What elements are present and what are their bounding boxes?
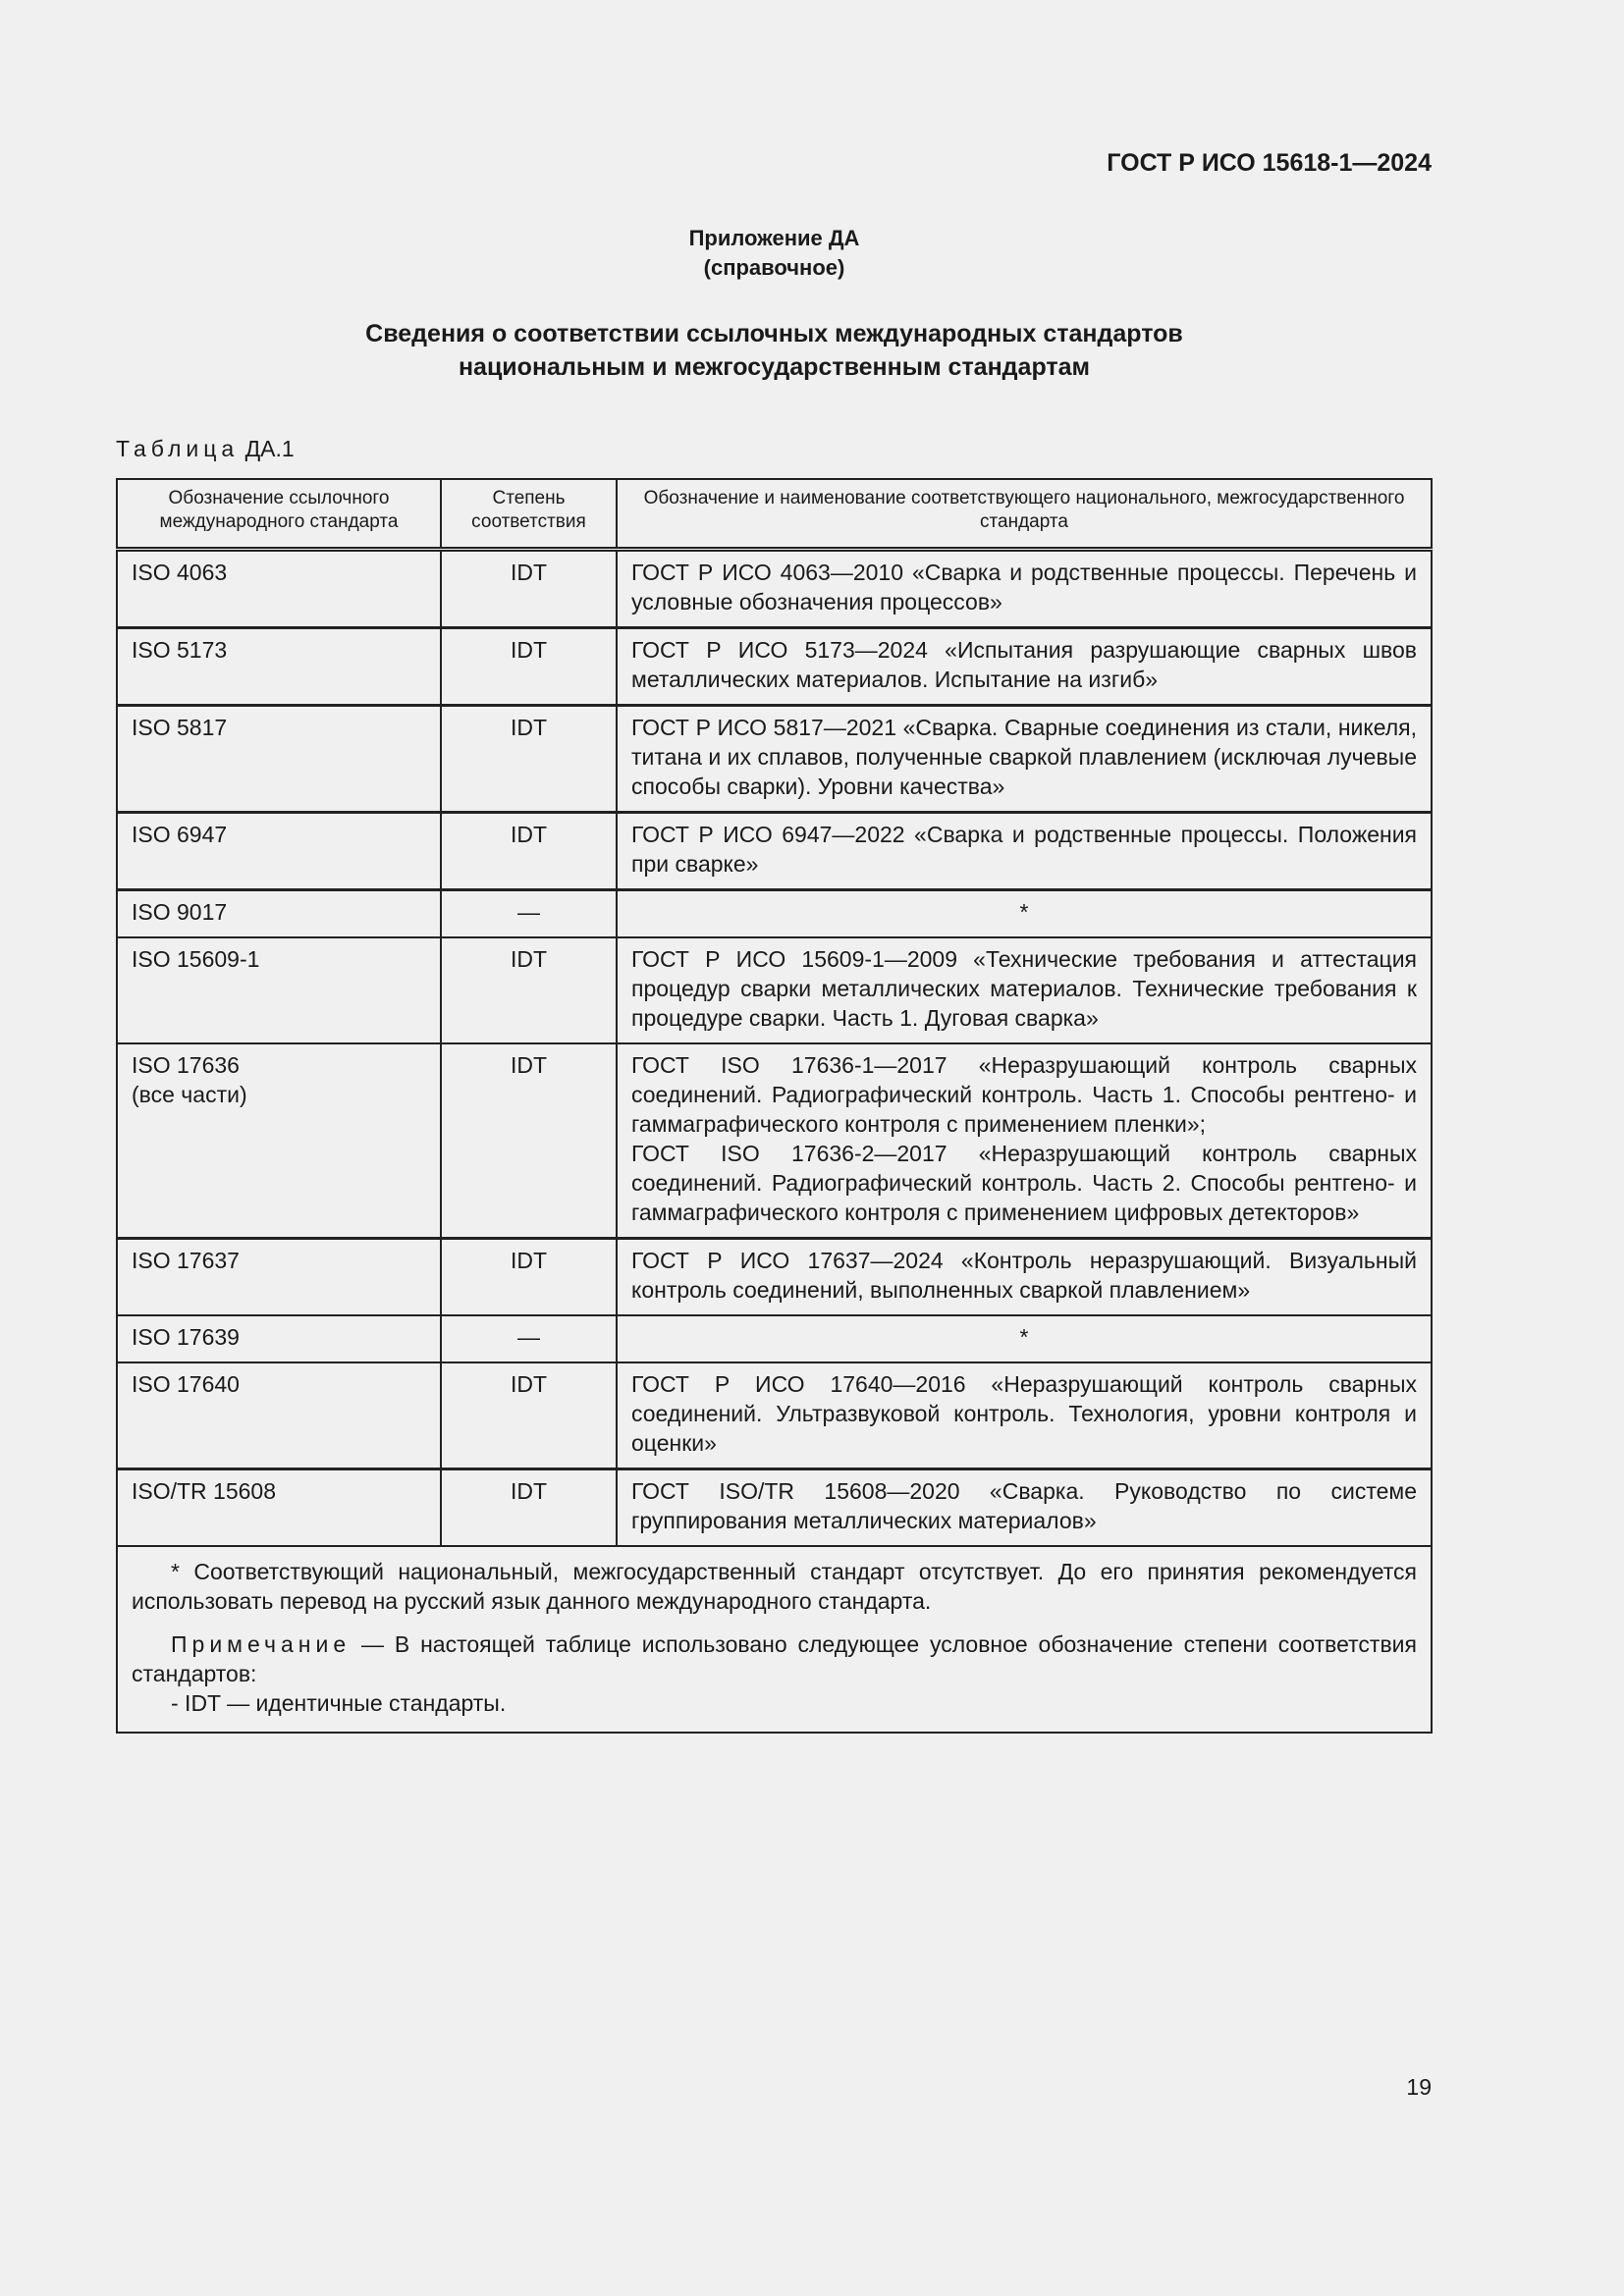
table-row (117, 1362, 1432, 1469)
cell-degree: IDT (441, 1469, 617, 1547)
cell-national-standard: ГОСТ Р ИСО 5817—2021 «Сварка. Сварные соединения из стали, никеля, титана и их сплавов, полученные сваркой плавлением (исключая лучевые способы сварки). Уровни качества» (617, 706, 1432, 813)
table-row (117, 937, 1432, 1043)
conformity-table (116, 478, 1433, 1734)
cell-international-standard: ISO 4063 (117, 550, 441, 628)
international-standard-code: ISO 17636 (132, 1052, 240, 1078)
cell-international-standard (117, 1043, 441, 1239)
cell-international-standard: ISO/TR 15608 (117, 1469, 441, 1547)
cell-degree: IDT (441, 813, 617, 890)
national-standard-part-2: ГОСТ ISO 17636-2—2017 «Неразрушающий контроль сварных соединений. Радиографический контроль. Часть 2. Способы рентгено- и гаммаграфического контроля с применением цифровых детекторов» (631, 1141, 1417, 1225)
page-number: 19 (1406, 2074, 1432, 2100)
cell-international-standard: ISO 5173 (117, 628, 441, 706)
cell-international-standard: ISO 17637 (117, 1239, 441, 1316)
section-heading (0, 317, 1548, 384)
cell-degree: IDT (441, 628, 617, 706)
document-code: ГОСТ Р ИСО 15618-1—2024 (1107, 149, 1432, 177)
cell-degree: IDT (441, 706, 617, 813)
cell-degree: IDT (441, 550, 617, 628)
cell-national-standard: ГОСТ Р ИСО 4063—2010 «Сварка и родственные процессы. Перечень и условные обозначения процессов» (617, 550, 1432, 628)
cell-national-standard: ГОСТ Р ИСО 17640—2016 «Неразрушающий контроль сварных соединений. Ультразвуковой контроль. Технология, уровни контроля и оценки» (617, 1362, 1432, 1469)
section-heading-line-1: Сведения о соответствии ссылочных международных стандартов (365, 320, 1183, 347)
cell-degree: IDT (441, 1043, 617, 1239)
table-row (117, 1043, 1432, 1239)
table-notes (117, 1546, 1432, 1733)
cell-national-standard: ГОСТ Р ИСО 17637—2024 «Контроль неразрушающий. Визуальный контроль соединений, выполненных сваркой плавлением» (617, 1239, 1432, 1316)
table-label-word: Таблица (116, 436, 240, 461)
table-row (117, 550, 1432, 628)
table-row (117, 890, 1432, 938)
table-label-number: ДА.1 (244, 436, 295, 461)
cell-national-standard: * (617, 890, 1432, 938)
cell-international-standard: ISO 15609-1 (117, 937, 441, 1043)
cell-degree: IDT (441, 937, 617, 1043)
cell-degree: IDT (441, 1362, 617, 1469)
header-degree: Степень соответствия (441, 479, 617, 550)
table-row (117, 706, 1432, 813)
note-word: Примечание (171, 1631, 352, 1657)
cell-international-standard: ISO 17640 (117, 1362, 441, 1469)
header-national-standard: Обозначение и наименование соответствующего национального, межгосударственного стандарта (617, 479, 1432, 550)
note (132, 1629, 1417, 1688)
table-footer-row (117, 1546, 1432, 1733)
section-heading-line-2: национальным и межгосударственным стандартам (458, 353, 1091, 381)
cell-degree: IDT (441, 1239, 617, 1316)
table-row (117, 1469, 1432, 1547)
table-row (117, 1315, 1432, 1362)
table-label (116, 436, 295, 462)
cell-international-standard: ISO 9017 (117, 890, 441, 938)
cell-degree: — (441, 890, 617, 938)
cell-national-standard: * (617, 1315, 1432, 1362)
appendix-subtitle: (справочное) (703, 255, 845, 280)
appendix-title: Приложение ДА (688, 226, 860, 250)
cell-international-standard: ISO 17639 (117, 1315, 441, 1362)
cell-national-standard: ГОСТ Р ИСО 5173—2024 «Испытания разрушающие сварных швов металлических материалов. Испытание на изгиб» (617, 628, 1432, 706)
appendix-heading (0, 224, 1548, 283)
cell-national-standard: ГОСТ Р ИСО 6947—2022 «Сварка и родственные процессы. Положения при сварке» (617, 813, 1432, 890)
table-row (117, 628, 1432, 706)
national-standard-part-1: ГОСТ ISO 17636-1—2017 «Неразрушающий контроль сварных соединений. Радиографический контроль. Часть 1. Способы рентгено- и гаммаграфического контроля с применением пленки»; (631, 1052, 1417, 1137)
footnote: * Соответствующий национальный, межгосударственный стандарт отсутствует. До его принятия рекомендуется использовать перевод на русский язык данного международного стандарта. (132, 1559, 1417, 1614)
table-row (117, 1239, 1432, 1316)
header-international-standard: Обозначение ссылочного международного стандарта (117, 479, 441, 550)
cell-national-standard: ГОСТ Р ИСО 15609-1—2009 «Технические требования и аттестация процедур сварки металлических материалов. Технические требования к процедуре сварки. Часть 1. Дуговая сварка» (617, 937, 1432, 1043)
cell-degree: — (441, 1315, 617, 1362)
note-text: — В настоящей таблице использовано следующее условное обозначение степени соответствия стандартов: (132, 1631, 1417, 1686)
note-item: - IDT — идентичные стандарты. (171, 1690, 507, 1716)
cell-international-standard: ISO 5817 (117, 706, 441, 813)
cell-international-standard: ISO 6947 (117, 813, 441, 890)
table-header-row (117, 479, 1432, 550)
cell-national-standard: ГОСТ ISO/TR 15608—2020 «Сварка. Руководство по системе группирования металлических материалов» (617, 1469, 1432, 1547)
cell-national-standard (617, 1043, 1432, 1239)
international-standard-note: (все части) (132, 1082, 247, 1107)
table-row (117, 813, 1432, 890)
